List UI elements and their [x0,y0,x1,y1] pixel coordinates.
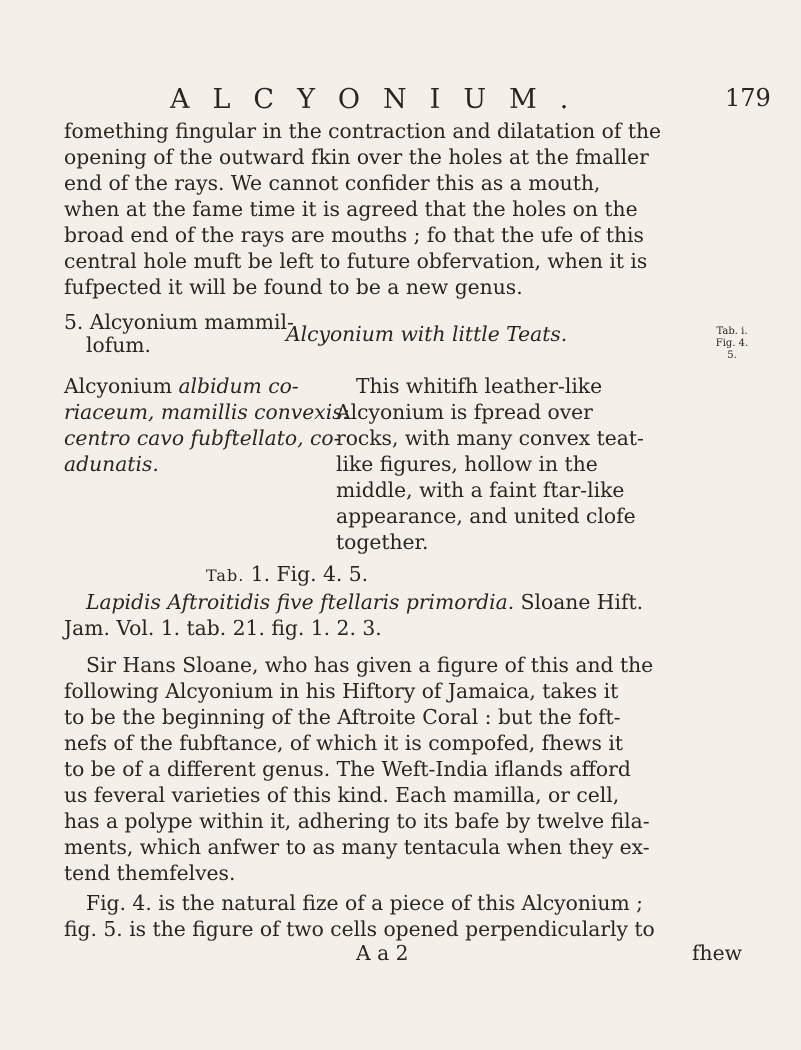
text-line: This whitifh leather-like [356,374,603,398]
page-number: 179 [725,84,771,112]
text-line: following Alcyonium in his Hiftory of Jamaica, takes it [64,679,619,703]
latin-plain: Alcyonium [64,374,179,398]
text-line: centro cavo fubftellato, co- [64,426,341,450]
text-line: riaceum, mamillis convexis: [64,400,350,424]
text-line: to be the beginning of the Aftroite Coral : but the foft- [64,705,621,729]
entry-heading-english: Alcyonium with little Teats. [286,322,568,346]
text-line: middle, with a faint ftar-like [336,478,625,502]
citation-line: Jam. Vol. 1. tab. 21. fig. 1. 2. 3. [64,616,382,640]
margin-tab-reference [710,326,754,362]
citation-title: Lapidis Aftroitidis five ftellaris primordia. [86,590,515,614]
text-line: adunatis. [64,452,159,476]
text-line [64,373,299,399]
text-line: tend themfelves. [64,861,236,885]
text-line: central hole muft be left to future obfervation, when it is [64,249,648,273]
citation-line [86,589,643,615]
running-header-title: ALCYONIUM. [170,84,592,115]
citation-source: Sloane Hift. [520,590,644,614]
text-line: opening of the outward fkin over the holes at the fmaller [64,145,649,169]
catchword: fhew [692,941,742,965]
margin-fig-label: Fig. 4. 5. [715,338,749,361]
text-line: broad end of the rays are mouths ; fo that the ufe of this [64,223,644,247]
tab-fig-reference [206,561,368,589]
text-line: us feveral varieties of this kind. Each mamilla, or cell, [64,783,620,807]
text-line: to be of a different genus. The Weft-India iflands afford [64,757,631,781]
entry-heading-left: lofum. [86,333,151,357]
margin-tab-label: Tab. i. [716,326,748,337]
text-line: Sir Hans Sloane, who has given a figure of this and the [86,653,654,677]
latin-italic: albidum co- [178,374,299,398]
entry-heading-left: 5. Alcyonium mammil- [64,310,294,334]
fig-numbers: 1. Fig. 4. 5. [250,562,369,586]
signature-mark: A a 2 [356,941,409,965]
text-line: ments, which anfwer to as many tentacula when they ex- [64,835,650,859]
text-line: appearance, and united clofe [336,504,636,528]
text-line: fomething fingular in the contraction and dilatation of the [64,119,662,143]
text-line: nefs of the fubftance, of which it is compofed, fhews it [64,731,624,755]
text-line: like figures, hollow in the [336,452,598,476]
text-line: fufpected it will be found to be a new genus. [64,275,523,299]
text-line: fig. 5. is the figure of two cells opened perpendicularly to [64,917,655,941]
tab-label: Tab. [206,566,245,585]
text-line: Alcyonium is fpread over [336,400,593,424]
text-line: together. [336,530,429,554]
text-line: has a polype within it, adhering to its bafe by twelve fila- [64,809,650,833]
text-line: Fig. 4. is the natural fize of a piece of this Alcyonium ; [86,891,643,915]
text-line: end of the rays. We cannot confider this as a mouth, [64,171,601,195]
text-line: when at the fame time it is agreed that the holes on the [64,197,638,221]
text-line: rocks, with many convex teat- [336,426,644,450]
